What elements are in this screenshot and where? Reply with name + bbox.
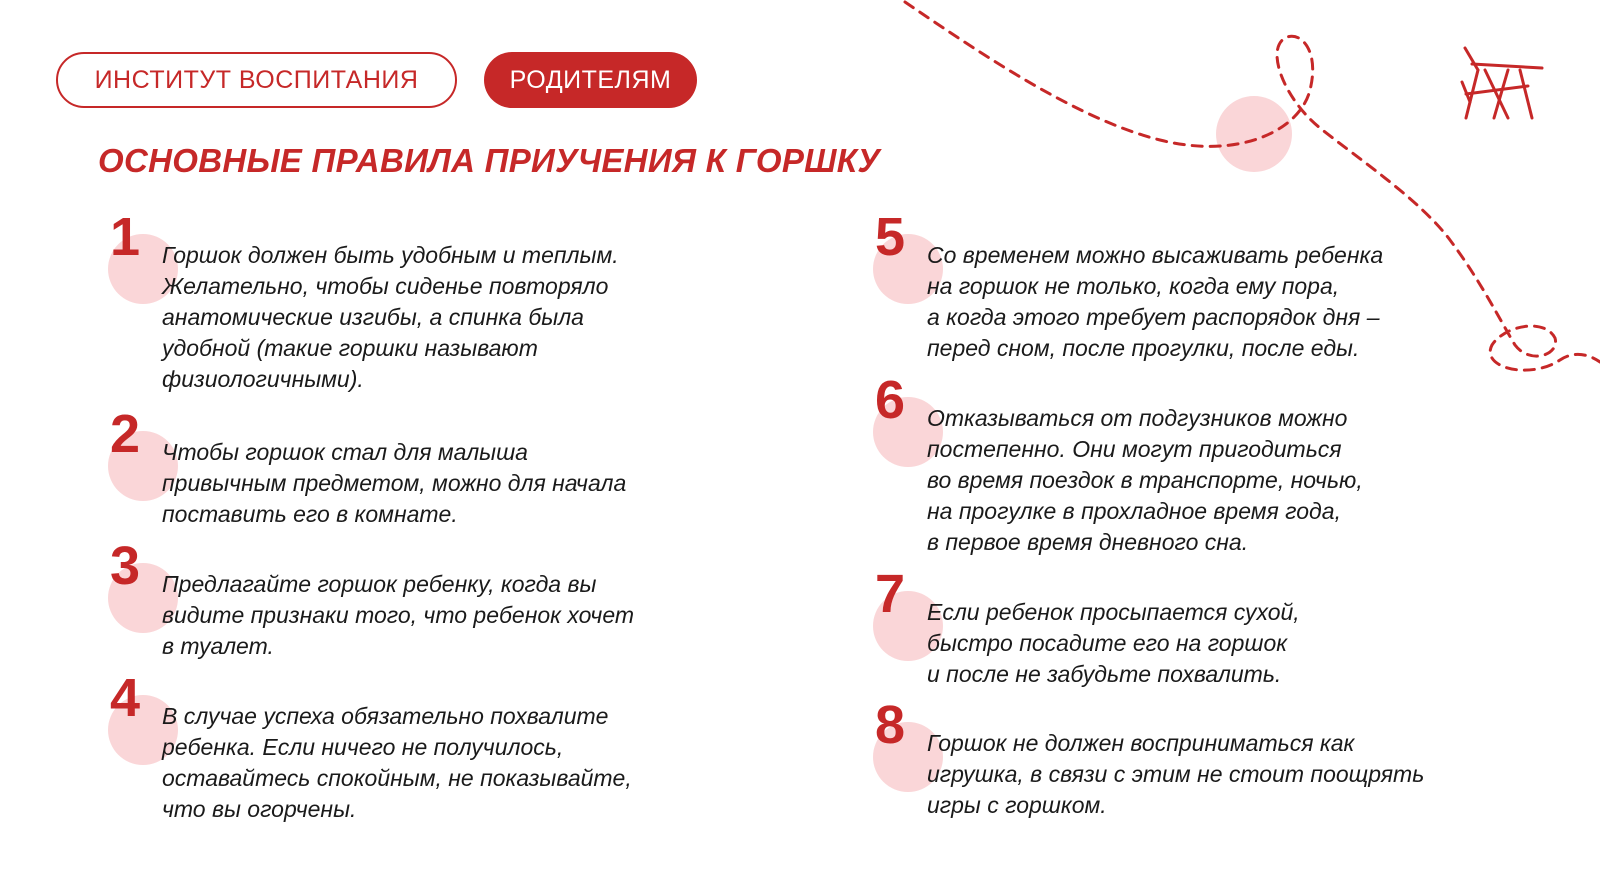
rule-number: 3 xyxy=(110,536,141,596)
rule-item-6 xyxy=(875,370,1547,558)
rule-text: Чтобы горшок стал для малыша привычным предметом, можно для начала поставить его в комнате. xyxy=(162,439,627,527)
rule-item-3 xyxy=(110,536,782,662)
rule-number: 6 xyxy=(875,370,906,430)
rule-item-8 xyxy=(875,695,1547,821)
institute-badge-label: ИНСТИТУТ ВОСПИТАНИЯ xyxy=(94,65,419,94)
section-badge-label: РОДИТЕЛЯМ xyxy=(509,65,672,94)
rule-number: 7 xyxy=(875,564,906,624)
rule-text: Если ребенок просыпается сухой, быстро посадите его на горшок и после не забудьте похвалить. xyxy=(927,599,1300,687)
rule-text: В случае успеха обязательно похвалите ребенка. Если ничего не получилось, оставайтесь спокойным, не показывайте, что вы огорчены. xyxy=(162,703,632,822)
rule-item-5 xyxy=(875,207,1547,364)
institute-badge xyxy=(56,52,457,108)
rule-number: 5 xyxy=(875,207,906,267)
rule-number: 2 xyxy=(110,404,141,464)
rule-text: Горшок не должен восприниматься как игрушка, в связи с этим не стоит поощрять игры с горшком. xyxy=(927,730,1425,818)
rule-text: Со временем можно высаживать ребенка на горшок не только, когда ему пора, а когда этого требует распорядок дня – перед сном, после прогулки, после еды. xyxy=(927,242,1384,361)
section-badge xyxy=(484,52,697,108)
page-title: ОСНОВНЫЕ ПРАВИЛА ПРИУЧЕНИЯ К ГОРШКУ xyxy=(98,142,880,179)
rule-number: 1 xyxy=(110,207,141,267)
rule-text: Отказываться от подгузников можно постепенно. Они могут пригодиться во время поездок в транспорте, ночью, на прогулке в прохладное время года, в первое время дневного сна. xyxy=(927,405,1363,555)
rule-text: Предлагайте горшок ребенку, когда вы видите признаки того, что ребенок хочет в туалет. xyxy=(162,571,635,659)
rule-number: 4 xyxy=(110,668,141,728)
rule-number: 8 xyxy=(875,695,906,755)
rule-text: Горшок должен быть удобным и теплым. Желательно, чтобы сиденье повторяло анатомические изгибы, а спинка была удобной (такие горшки называют физиологичными). xyxy=(162,242,619,392)
rule-item-7 xyxy=(875,564,1547,690)
rule-item-1 xyxy=(110,207,782,395)
rule-item-4 xyxy=(110,668,782,825)
horse-logo-icon xyxy=(1462,48,1542,118)
rule-item-2 xyxy=(110,404,782,530)
decorative-circle xyxy=(1216,96,1292,172)
